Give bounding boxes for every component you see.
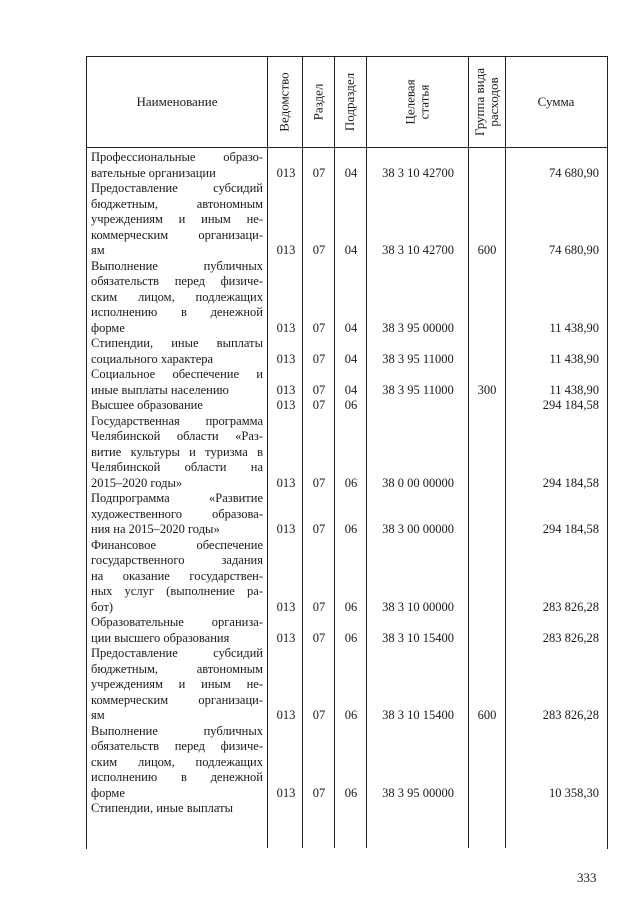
row-razdel: 07 [312, 630, 326, 645]
table-row [0, 491, 640, 538]
row-podrazdel: 04 [344, 243, 358, 257]
row-name-line: ям [91, 708, 105, 722]
row-name-line: Профессиональные образо- [91, 150, 263, 164]
row-podrazdel: 06 [344, 630, 358, 645]
row-name-line: государственного задания [91, 553, 263, 567]
row-sum: 294 184,58 [542, 522, 599, 536]
row-podrazdel: 06 [344, 475, 358, 490]
row-name-line: ским лицом, подлежащих [91, 754, 263, 769]
header-grp-label [473, 68, 501, 136]
table-row [0, 724, 640, 802]
header-summa [506, 57, 606, 147]
row-name-line: бюджетным, автономным [91, 196, 263, 211]
row-name [91, 538, 263, 616]
row-name-line: учреждениям и иным не- [91, 212, 263, 226]
row-name-line: ции высшего образования [91, 630, 230, 645]
row-name [91, 491, 263, 538]
row-name-line: вательные организации [91, 165, 216, 180]
row-name-line: Челябинской области на [91, 460, 263, 474]
header-razdel [303, 57, 334, 147]
row-name [91, 150, 263, 181]
header-podrazdel [335, 57, 366, 147]
row-name-line: Стипендии, иные выплаты [91, 336, 263, 350]
row-name-line: Челябинской области «Раз- [91, 429, 263, 443]
row-name [91, 259, 263, 337]
row-name [91, 181, 263, 259]
row-name-line: Выполнение публичных [91, 723, 263, 738]
row-name-line: Образовательные организа- [91, 615, 263, 629]
row-grp: 300 [477, 382, 497, 397]
row-sum: 11 438,90 [549, 351, 599, 366]
row-razdel: 07 [312, 320, 326, 335]
header-grp-line1: Группа вида [472, 68, 488, 136]
header-grp [469, 57, 505, 147]
table-row [0, 259, 640, 337]
row-razdel: 07 [312, 708, 326, 722]
table-row [0, 150, 640, 181]
row-ved: 013 [276, 398, 296, 412]
row-tsel: 38 3 00 00000 [382, 522, 454, 536]
row-name [91, 801, 263, 817]
row-name-line: обязательств перед физиче- [91, 739, 263, 753]
row-name-line: Подпрограмма «Развитие [91, 491, 263, 505]
header-name [87, 57, 267, 147]
header-name-label: Наименование [136, 94, 218, 109]
row-name-line: исполнению в денежной [91, 770, 263, 784]
row-name-line: бот) [91, 599, 114, 614]
row-razdel: 07 [312, 522, 326, 536]
row-grp: 600 [477, 243, 497, 257]
row-podrazdel: 04 [344, 165, 358, 180]
row-ved: 013 [276, 320, 296, 335]
row-ved: 013 [276, 351, 296, 366]
row-tsel: 38 3 10 15400 [382, 630, 454, 645]
row-name-line: коммерческим организаци- [91, 227, 263, 242]
header-tsel-line2: статья [416, 84, 432, 120]
row-name-line: учреждениям и иным не- [91, 677, 263, 691]
header-podrazdel-label: Подраздел [342, 72, 358, 132]
row-name-line: Государственная программа [91, 413, 263, 428]
row-name-line: коммерческим организаци- [91, 692, 263, 707]
row-name-line: форме [91, 785, 125, 800]
row-tsel: 38 3 10 15400 [382, 708, 454, 722]
row-name [91, 398, 263, 414]
row-name-line: Выполнение публичных [91, 258, 263, 273]
table-row [0, 801, 640, 817]
row-name-line: ния на 2015–2020 годы» [91, 522, 220, 536]
row-podrazdel: 06 [344, 398, 358, 412]
row-razdel: 07 [312, 785, 326, 800]
row-ved: 013 [276, 243, 296, 257]
row-name-line: обязательств перед физиче- [91, 274, 263, 288]
row-name-line: 2015–2020 годы» [91, 475, 183, 490]
row-name-line: Предоставление субсидий [91, 646, 263, 660]
row-name-line: ных услуг (выполнение ра- [91, 584, 263, 598]
row-name-line: Социальное обеспечение и [91, 367, 263, 381]
header-divider [86, 147, 607, 148]
row-name-line: исполнению в денежной [91, 305, 263, 319]
row-tsel: 38 3 10 00000 [382, 599, 454, 614]
table-row [0, 538, 640, 616]
header-tsel [367, 57, 468, 147]
row-ved: 013 [276, 599, 296, 614]
table-row [0, 615, 640, 646]
row-ved: 013 [276, 475, 296, 490]
row-ved: 013 [276, 382, 296, 397]
row-name-line: Финансовое обеспечение [91, 537, 263, 552]
header-grp-line2: расходов [486, 77, 502, 127]
row-podrazdel: 04 [344, 382, 358, 397]
row-name [91, 646, 263, 724]
table-row [0, 336, 640, 367]
row-razdel: 07 [312, 599, 326, 614]
row-tsel: 38 3 95 00000 [382, 785, 454, 800]
page-number: 333 [577, 870, 597, 885]
row-podrazdel: 06 [344, 522, 358, 536]
row-tsel: 38 3 10 42700 [382, 243, 454, 257]
table-row [0, 414, 640, 492]
row-sum: 283 826,28 [542, 630, 599, 645]
row-ved: 013 [276, 708, 296, 722]
header-ved [268, 57, 302, 147]
header-razdel-label: Раздел [310, 83, 326, 121]
row-grp: 600 [477, 708, 497, 722]
row-name-line: форме [91, 320, 125, 335]
row-podrazdel: 04 [344, 320, 358, 335]
row-ved: 013 [276, 785, 296, 800]
header-tsel-label [403, 79, 431, 124]
row-razdel: 07 [312, 165, 326, 180]
row-razdel: 07 [312, 351, 326, 366]
row-sum: 294 184,58 [542, 398, 599, 412]
row-tsel: 38 3 95 00000 [382, 320, 454, 335]
table-row [0, 398, 640, 414]
row-razdel: 07 [312, 398, 326, 412]
table-row [0, 367, 640, 398]
row-ved: 013 [276, 522, 296, 536]
row-sum: 10 358,30 [549, 785, 599, 800]
row-tsel: 38 3 95 11000 [382, 351, 454, 366]
row-name-line: социального характера [91, 351, 214, 366]
row-name-line: ским лицом, подлежащих [91, 289, 263, 304]
row-name-line: Стипендии, иные выплаты [91, 801, 234, 815]
row-name-line: бюджетным, автономным [91, 661, 263, 676]
row-podrazdel: 04 [344, 351, 358, 366]
row-razdel: 07 [312, 243, 326, 257]
row-razdel: 07 [312, 382, 326, 397]
row-name [91, 615, 263, 646]
row-sum: 11 438,90 [549, 320, 599, 335]
row-podrazdel: 06 [344, 599, 358, 614]
row-podrazdel: 06 [344, 785, 358, 800]
table-row [0, 181, 640, 259]
row-name [91, 414, 263, 492]
table-row [0, 646, 640, 724]
row-name [91, 724, 263, 802]
row-tsel: 38 0 00 00000 [382, 475, 454, 490]
row-name-line: иные выплаты населению [91, 382, 229, 397]
header-summa-label: Сумма [537, 94, 575, 109]
row-name [91, 367, 263, 398]
row-ved: 013 [276, 630, 296, 645]
row-tsel: 38 3 10 42700 [382, 165, 454, 180]
row-podrazdel: 06 [344, 708, 358, 722]
row-sum: 283 826,28 [542, 708, 599, 722]
row-ved: 013 [276, 165, 296, 180]
row-sum: 283 826,28 [542, 599, 599, 614]
row-name-line: Предоставление субсидий [91, 181, 263, 195]
row-sum: 11 438,90 [549, 382, 599, 397]
row-sum: 74 680,90 [549, 165, 599, 180]
row-name [91, 336, 263, 367]
row-sum: 294 184,58 [542, 475, 599, 490]
header-tsel-line1: Целевая [402, 79, 418, 125]
row-tsel: 38 3 95 11000 [382, 382, 454, 397]
row-razdel: 07 [312, 475, 326, 490]
row-name-line: художественного образова- [91, 506, 263, 521]
row-name-line: витие культуры и туризма в [91, 444, 263, 459]
row-name-line: на оказание государствен- [91, 568, 263, 583]
row-sum: 74 680,90 [549, 243, 599, 257]
row-name-line: Высшее образование [91, 398, 203, 412]
header-ved-label: Ведомство [277, 72, 292, 132]
row-name-line: ям [91, 243, 105, 257]
